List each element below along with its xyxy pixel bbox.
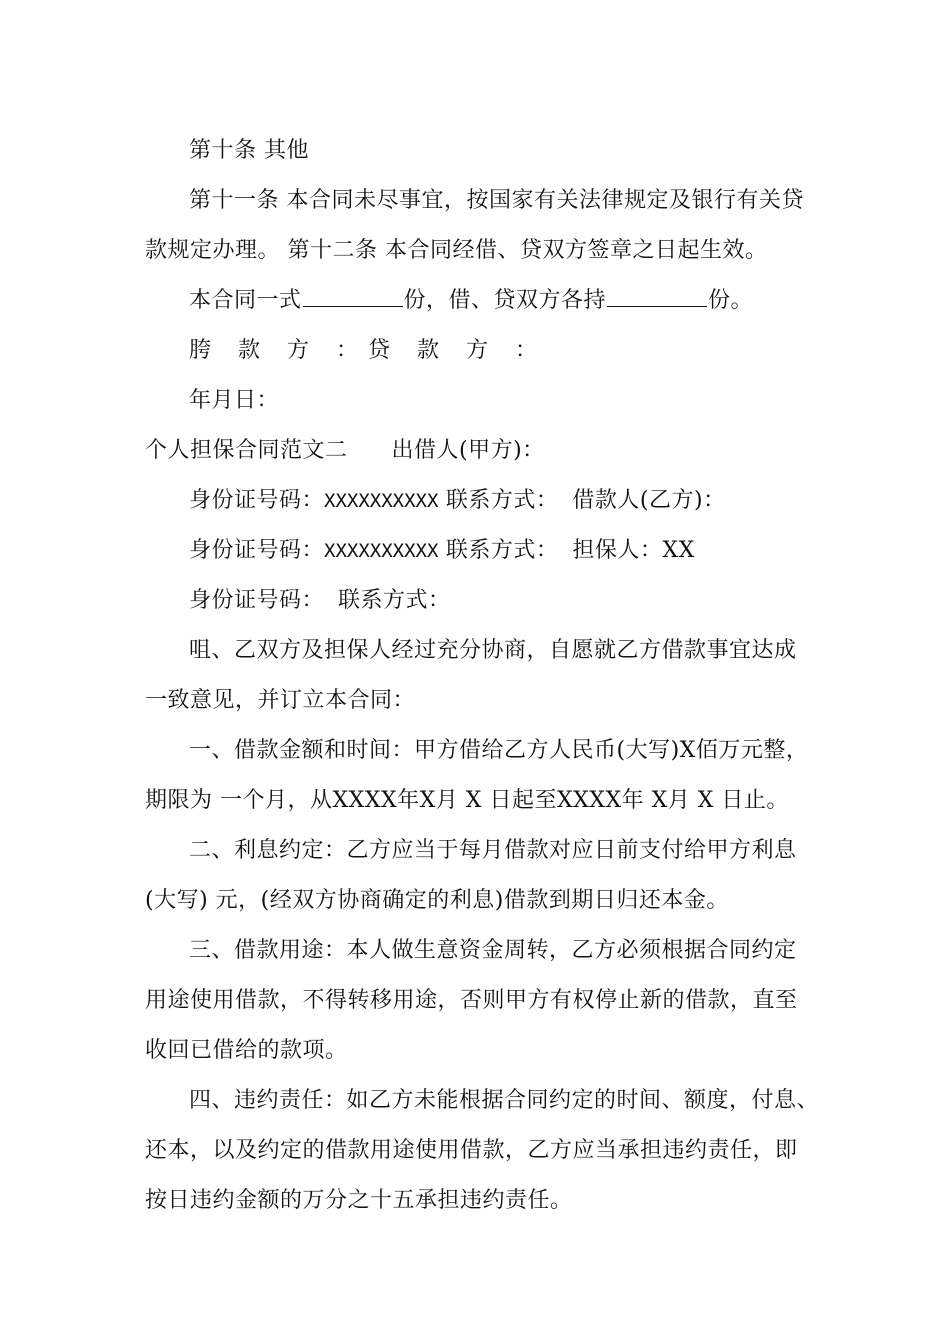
article-4-continuation-2: 按日违约金额的万分之十五承担违约责任。 [145,1188,573,1213]
preamble-continuation: 一致意见，并订立本合同： [145,688,416,713]
date-line: 年月日： [189,388,280,413]
contact-label: 联系方式： [445,538,559,563]
signature-parties-line: 胯 款 方 ：贷 款 方 ： [189,338,547,363]
copies-middle: 份，借、贷双方各持 [403,288,607,313]
article-2-continuation: (大写) 元，(经双方协商确定的利息)借款到期日归还本金。 [145,888,729,913]
borrower-id-line [189,536,845,566]
borrower-label: 借款人(乙方)： [572,488,726,513]
copies-end: 份。 [708,288,754,313]
guarantor-label: 担保人：XX [572,538,695,563]
contact-label: 联系方式： [338,588,451,613]
id-number-value: XXXXXXXXXX [324,540,439,562]
article-2-text: 二、利息约定：乙方应当于每月借款对应日前支付给甲方利息 [189,838,797,863]
id-number-value: XXXXXXXXXX [324,490,439,512]
template-title: 个人担保合同范文二 [145,438,348,463]
article-3-text: 三、借款用途：本人做生意资金周转，乙方必须根据合同约定 [189,938,797,963]
id-number-label: 身份证号码： [189,488,325,513]
copies-blank-total [303,286,403,307]
copies-blank-each [607,286,707,307]
article-3-continuation-2: 收回已借给的款项。 [145,1038,348,1063]
clause-10-heading: 第十条 其他 [189,138,309,163]
id-number-label: 身份证号码： [189,588,325,613]
copies-line [189,286,845,316]
id-number-label: 身份证号码： [189,538,325,563]
copies-label: 本合同一式 [189,288,302,313]
clause-11-text: 第十一条 本合同未尽事宜，按国家有关法律规定及银行有关贷 [189,188,804,213]
lender-id-line [189,486,845,516]
article-4-text: 四、违约责任：如乙方未能根据合同约定的时间、额度，付息、 [189,1088,820,1113]
lender-label: 出借人(甲方)： [391,438,545,463]
template-title-line [145,436,845,466]
article-4-continuation-1: 还本，以及约定的借款用途使用借款，乙方应当承担违约责任，即 [145,1138,798,1163]
guarantor-id-line [189,586,845,616]
contact-label: 联系方式： [445,488,559,513]
clause-11-12-continuation: 款规定办理。 第十二条 本合同经借、贷双方签章之日起生效。 [145,238,768,263]
article-1-continuation: 期限为 一个月，从XXXX年X月 X 日起至XXXX年 X月 X 日止。 [145,788,789,813]
article-1-text: 一、借款金额和时间：甲方借给乙方人民币(大写)X佰万元整， [189,738,809,763]
preamble-text: 咀、乙双方及担保人经过充分协商，自愿就乙方借款事宜达成 [189,638,797,663]
article-3-continuation-1: 用途使用借款，不得转移用途，否则甲方有权停止新的借款，直至 [145,988,798,1013]
